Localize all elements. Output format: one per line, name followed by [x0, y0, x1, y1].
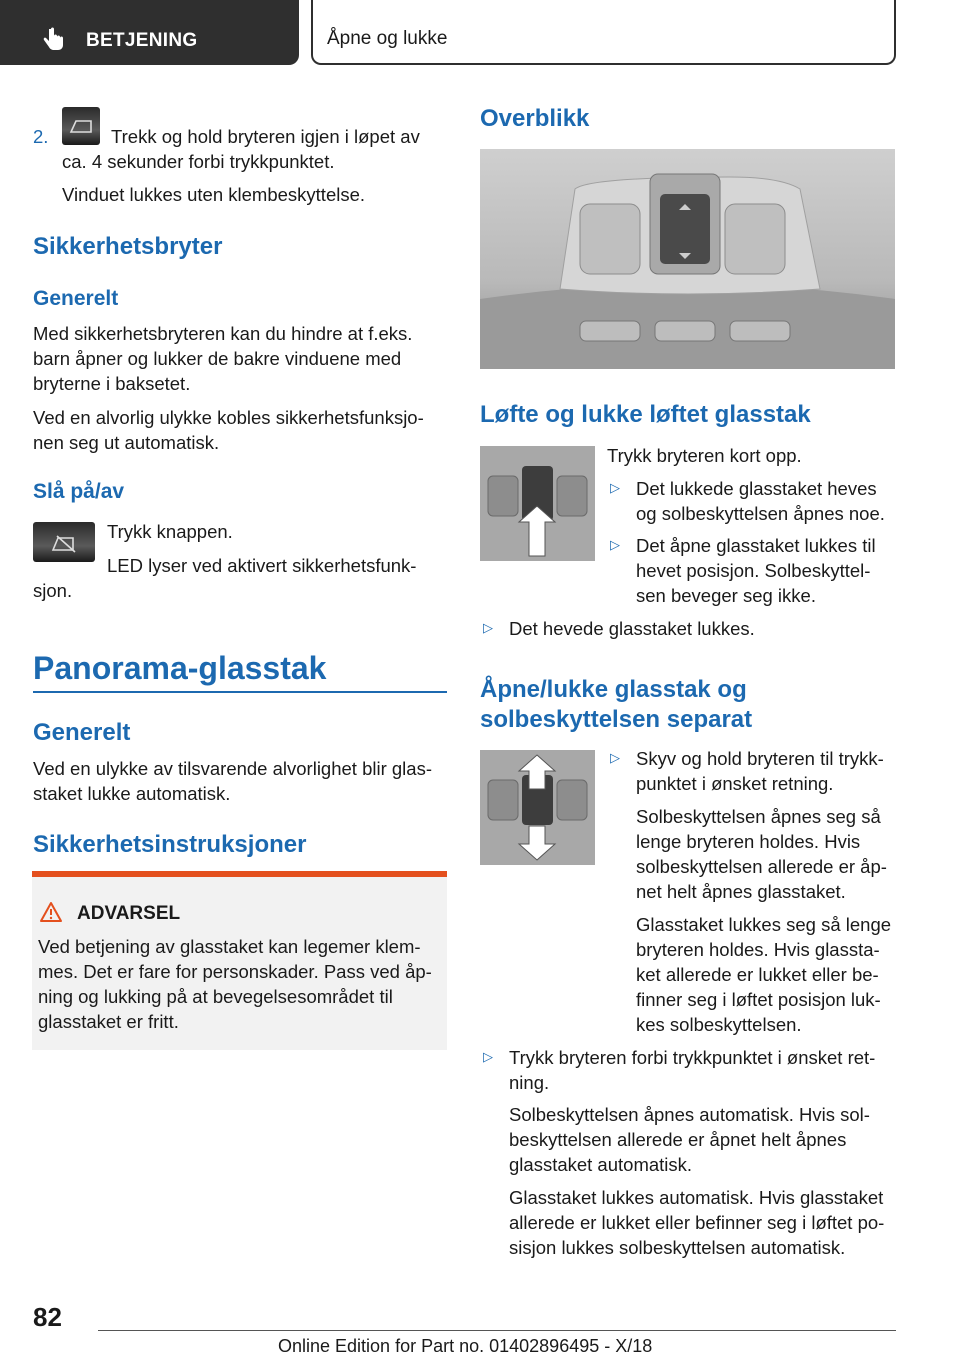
sep-item1-line1: Skyv og hold bryteren til trykk-: [636, 748, 884, 769]
window-switch-image: [62, 107, 100, 145]
switch-up-down-arrow-icon: [480, 750, 595, 865]
heading-sla-pa-av: Slå på/av: [33, 480, 125, 503]
safety-general-line2: barn åpner og lukker de bakre vinduene med: [33, 348, 402, 369]
header-section-tab: [0, 0, 299, 65]
heading-lofte-og-lukke: Løfte og lukke løftet glasstak: [480, 401, 811, 428]
lift-item2-line3: sen beveger seg ikke.: [636, 585, 816, 606]
safety-accident-line2: nen seg ut automatisk.: [33, 432, 220, 453]
panorama-general-line1: Ved en ulykke av tilsvarende alvorlighet blir glas-: [33, 758, 432, 779]
heading-sikkerhetsinstruksjoner: Sikkerhetsinstruksjoner: [33, 831, 307, 858]
sep-item1-p3-line1: Glasstaket lukkes seg så lenge: [636, 914, 892, 935]
overview-photo: [480, 149, 895, 369]
lift-item2-line1: Det åpne glasstaket lukkes til: [636, 535, 876, 556]
warning-line1: Ved betjening av glasstaket kan legemer klem-: [38, 936, 421, 957]
safety-accident-line1: Ved en alvorlig ulykke kobles sikkerhetsfunksjo-: [33, 407, 424, 428]
warning-title: ADVARSEL: [77, 903, 181, 924]
switch-up-arrow-icon: [480, 446, 595, 561]
warning-triangle-icon: [39, 901, 63, 923]
bullet-icon: ▷: [610, 537, 620, 552]
panorama-general-line2: staket lukke automatisk.: [33, 783, 231, 804]
bullet-icon: ▷: [610, 480, 620, 495]
warning-line4: glasstaket er fritt.: [38, 1011, 179, 1032]
heading-sikkerhetsbryter: Sikkerhetsbryter: [33, 233, 223, 260]
sep-item2-line2: ning.: [509, 1072, 550, 1093]
sep-item1-p3-line3: ket allerede er lukket eller be-: [636, 964, 879, 985]
heading-generelt-1: Generelt: [33, 287, 119, 310]
window-icon: [62, 107, 100, 145]
lift-item1-line2: og solbeskyttelsen åpnes noe.: [636, 503, 885, 524]
lift-switch-image: [480, 446, 595, 561]
safety-general-line1: Med sikkerhetsbryteren kan du hindre at f.eks.: [33, 323, 413, 344]
warning-line2: mes. Det er fare for personskader. Pass ved åp-: [38, 961, 432, 982]
safety-switch-image: [33, 522, 95, 562]
sep-item1-p2-line1: Solbeskyttelsen åpnes seg så: [636, 806, 881, 827]
heading-apne-lukke-line2: solbeskyttelsen separat: [480, 706, 753, 733]
step2-result: Vinduet lukkes uten klembeskyttelse.: [62, 184, 366, 205]
heading-underline: [33, 691, 447, 693]
warning-box: [32, 871, 447, 1050]
step2-line2: ca. 4 sekunder forbi trykkpunktet.: [62, 151, 335, 172]
sep-item1-p2-line4: net helt åpnes glasstaket.: [636, 881, 846, 902]
bullet-icon: ▷: [483, 1049, 493, 1064]
sep-item2-line1: Trykk bryteren forbi trykkpunktet i ønsket ret-: [509, 1047, 876, 1068]
roof-console-image: [480, 149, 895, 369]
sep-item1-p2-line3: solbeskyttelsen allerede er åp-: [636, 856, 887, 877]
window-lock-icon: [33, 522, 95, 562]
heading-apne-lukke-line1: Åpne/lukke glasstak og: [480, 676, 747, 703]
sep-item2-p2-line1: Solbeskyttelsen åpnes automatisk. Hvis sol-: [509, 1104, 870, 1125]
step-number: 2.: [33, 126, 49, 147]
lift-item3: Det hevede glasstaket lukkes.: [509, 618, 755, 639]
step2-line1: Trekk og hold bryteren igjen i løpet av: [111, 126, 420, 147]
lift-intro: Trykk bryteren kort opp.: [607, 445, 802, 466]
lift-item1-line1: Det lukkede glasstaket heves: [636, 478, 877, 499]
hand-pointer-icon: [40, 27, 66, 53]
separate-switch-image: [480, 750, 595, 865]
sep-item1-p3-line2: bryteren holdes. Hvis glassta-: [636, 939, 880, 960]
bullet-icon: ▷: [483, 620, 493, 635]
page-number: 82: [33, 1302, 62, 1332]
bullet-icon: ▷: [610, 750, 620, 765]
heading-panorama-glasstak: Panorama-glasstak: [33, 650, 327, 686]
sep-item2-p3-line3: sisjon lukkes solbeskyttelsen automatisk.: [509, 1237, 846, 1258]
page-title: Åpne og lukke: [327, 28, 448, 49]
sep-item2-p3-line2: allerede er lukket eller befinner seg i løftet po-: [509, 1212, 885, 1233]
lift-item2-line2: hevet posisjon. Solbeskyttel-: [636, 560, 871, 581]
warning-line3: ning og lukking på at bevegelsesområdet til: [38, 986, 393, 1007]
sep-item1-p3-line4: finner seg i løftet posisjon luk-: [636, 989, 881, 1010]
sep-item1-p3-line5: kes solbeskyttelsen.: [636, 1014, 802, 1035]
footer-divider: [98, 1330, 896, 1331]
led-text-line1: LED lyser ved aktivert sikkerhetsfunk-: [107, 555, 417, 576]
safety-general-line3: bryterne i baksetet.: [33, 373, 191, 394]
footer-edition: Online Edition for Part no. 01402896495 - X/18: [278, 1336, 653, 1356]
heading-generelt-2: Generelt: [33, 719, 131, 746]
sep-item1-p2-line2: lenge bryteren holdes. Hvis: [636, 831, 861, 852]
sep-item2-p2-line3: glasstaket automatisk.: [509, 1154, 693, 1175]
heading-overblikk: Overblikk: [480, 105, 590, 132]
header-title-tab: [311, 0, 896, 65]
sep-item2-p3-line1: Glasstaket lukkes automatisk. Hvis glasstaket: [509, 1187, 884, 1208]
section-label: BETJENING: [86, 30, 198, 51]
sep-item1-line2: punktet i ønsket retning.: [636, 773, 834, 794]
press-button-text: Trykk knappen.: [107, 521, 233, 542]
led-text-line2: sjon.: [33, 580, 73, 601]
sep-item2-p2-line2: beskyttelsen allerede er åpnet helt åpnes: [509, 1129, 847, 1150]
